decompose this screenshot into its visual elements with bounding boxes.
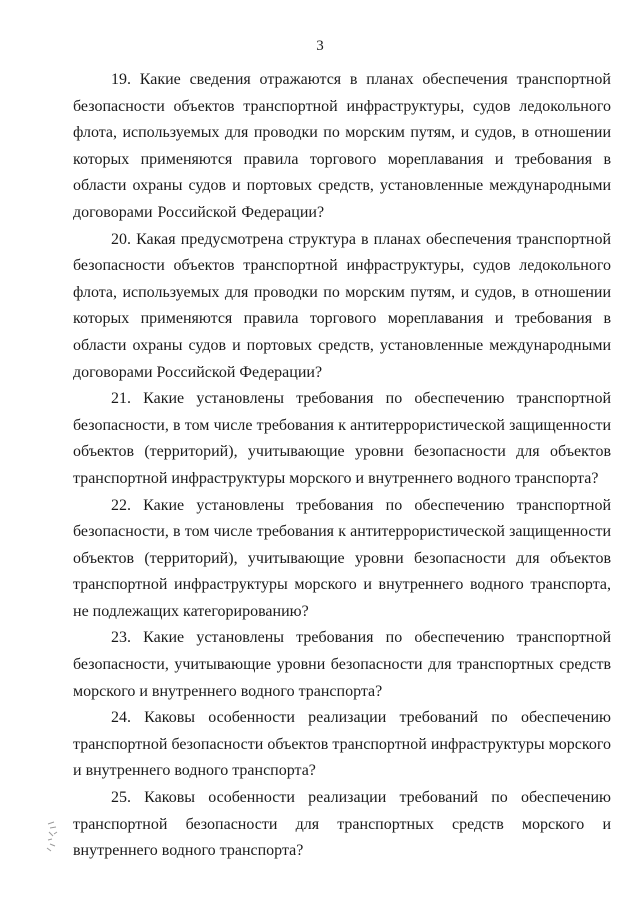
margin-scan-mark-icon (44, 818, 64, 858)
paragraph-24: 24. Каковы особенности реализации требований по обеспечению транспортной безопасности объектов транспортной инфраструктуры морского и внутреннего водного транспорта? (73, 709, 611, 780)
paragraph-21: 21. Какие установлены требования по обеспечению транспортной безопасности, в том числе требования к антитеррористической защищенности объектов (территорий), учитывающие уровни безопасности для объектов транспортной инфраструктуры морского и внутреннего водного транспорта? (73, 390, 611, 487)
paragraph-25: 25. Каковы особенности реализации требований по обеспечению транспортной безопасности для транспортных средств морского и внутреннего водного транспорта? (73, 789, 611, 860)
paragraph-20: 20. Какая предусмотрена структура в планах обеспечения транспортной безопасности объектов транспортной инфраструктуры, судов ледокольного флота, используемых для проводки по морским путям, и судов, в отношении которых применяются правила торгового мореплавания и требования в области охраны судов и портовых средств, установленные международными договорами Российской Федерации? (73, 230, 611, 381)
document-body (73, 67, 611, 865)
paragraph-23: 23. Какие установлены требования по обеспечению транспортной безопасности, учитывающие уровни безопасности для транспортных средств морского и внутреннего водного транспорта? (73, 629, 611, 700)
page-number: 3 (316, 38, 324, 54)
paragraph-22: 22. Какие установлены требования по обеспечению транспортной безопасности, в том числе требования к антитеррористической защищенности объектов (территорий), учитывающие уровни безопасности для объектов транспортной инфраструктуры морского и внутреннего водного транспорта, не подлежащих категорированию? (73, 496, 611, 620)
paragraph-19: 19. Какие сведения отражаются в планах обеспечения транспортной безопасности объектов транспортной инфраструктуры, судов ледокольного флота, используемых для проводки по морским путям, и судов, в отношении которых применяются правила торгового мореплавания и требования в области охраны судов и портовых средств, установленные международными договорами Российской Федерации? (73, 71, 611, 221)
margin-scribble-icon (44, 818, 64, 858)
